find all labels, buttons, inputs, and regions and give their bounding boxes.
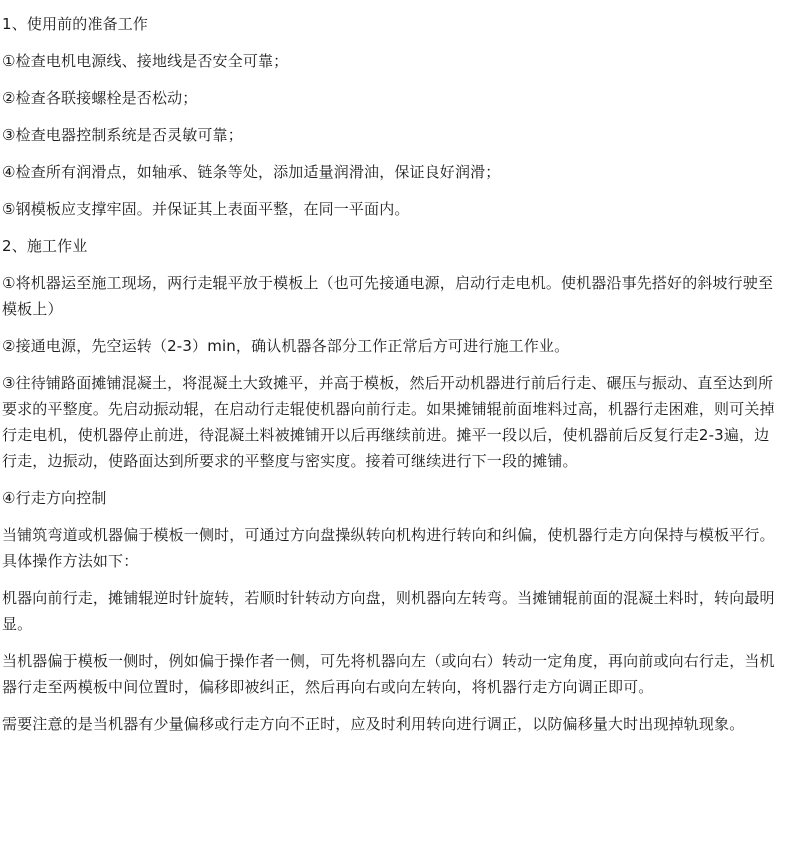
paragraph: ②检查各联接螺栓是否松动；: [2, 89, 198, 107]
paragraph: 机器向前行走，摊铺辊逆时针旋转，若顺时针转动方向盘，则机器向左转弯。当摊铺辊前面的混凝土料时，转向最明显。: [2, 589, 775, 633]
paragraph: ②接通电源，先空运转（2-3）min，确认机器各部分工作正常后方可进行施工作业。: [2, 337, 570, 355]
paragraph: ⑤钢模板应支撑牢固。并保证其上表面平整，在同一平面内。: [2, 200, 410, 218]
paragraph: ①检查电机电源线、接地线是否安全可靠；: [2, 52, 289, 70]
paragraph: 当铺筑弯道或机器偏于模板一侧时，可通过方向盘操纵转向机构进行转向和纠偏，使机器行走方向保持与模板平行。具体操作方法如下：: [2, 526, 775, 570]
paragraph: ③检查电器控制系统是否灵敏可靠；: [2, 126, 243, 144]
section-heading: 1、使用前的准备工作: [2, 15, 149, 33]
paragraph: ③往待铺路面摊铺混凝土，将混凝土大致摊平，并高于模板，然后开动机器进行前后行走、碾压与振动、直至达到所要求的平整度。先启动振动辊，在启动行走辊使机器向前行走。如果摊铺辊前面堆料过高，机器行走困难，则可关掉行走电机，使机器停止前进，待混凝土料被摊铺开以后再继续前进。摊平一段以后，使机器前后反复行走2-3遍，边行走，边振动，使路面达到所要求的平整度与密实度。接着可继续进行下一段的摊铺。: [2, 374, 775, 470]
paragraph: ④行走方向控制: [2, 489, 107, 507]
section-heading: 2、施工作业: [2, 237, 88, 255]
paragraph: 当机器偏于模板一侧时，例如偏于操作者一侧，可先将机器向左（或向右）转动一定角度，再向前或向右行走，当机器行走至两模板中间位置时，偏移即被纠正，然后再向右或向左转向，将机器行走方向调正即可。: [2, 652, 775, 696]
paragraph: 需要注意的是当机器有少量偏移或行走方向不正时，应及时利用转向进行调正，以防偏移量大时出现掉轨现象。: [2, 715, 745, 733]
paragraph: ④检查所有润滑点，如轴承、链条等处，添加适量润滑油，保证良好润滑；: [2, 163, 501, 181]
paragraph: ①将机器运至施工现场，两行走辊平放于模板上（也可先接通电源，启动行走电机。使机器沿事先搭好的斜坡行驶至模板上）: [2, 274, 774, 318]
